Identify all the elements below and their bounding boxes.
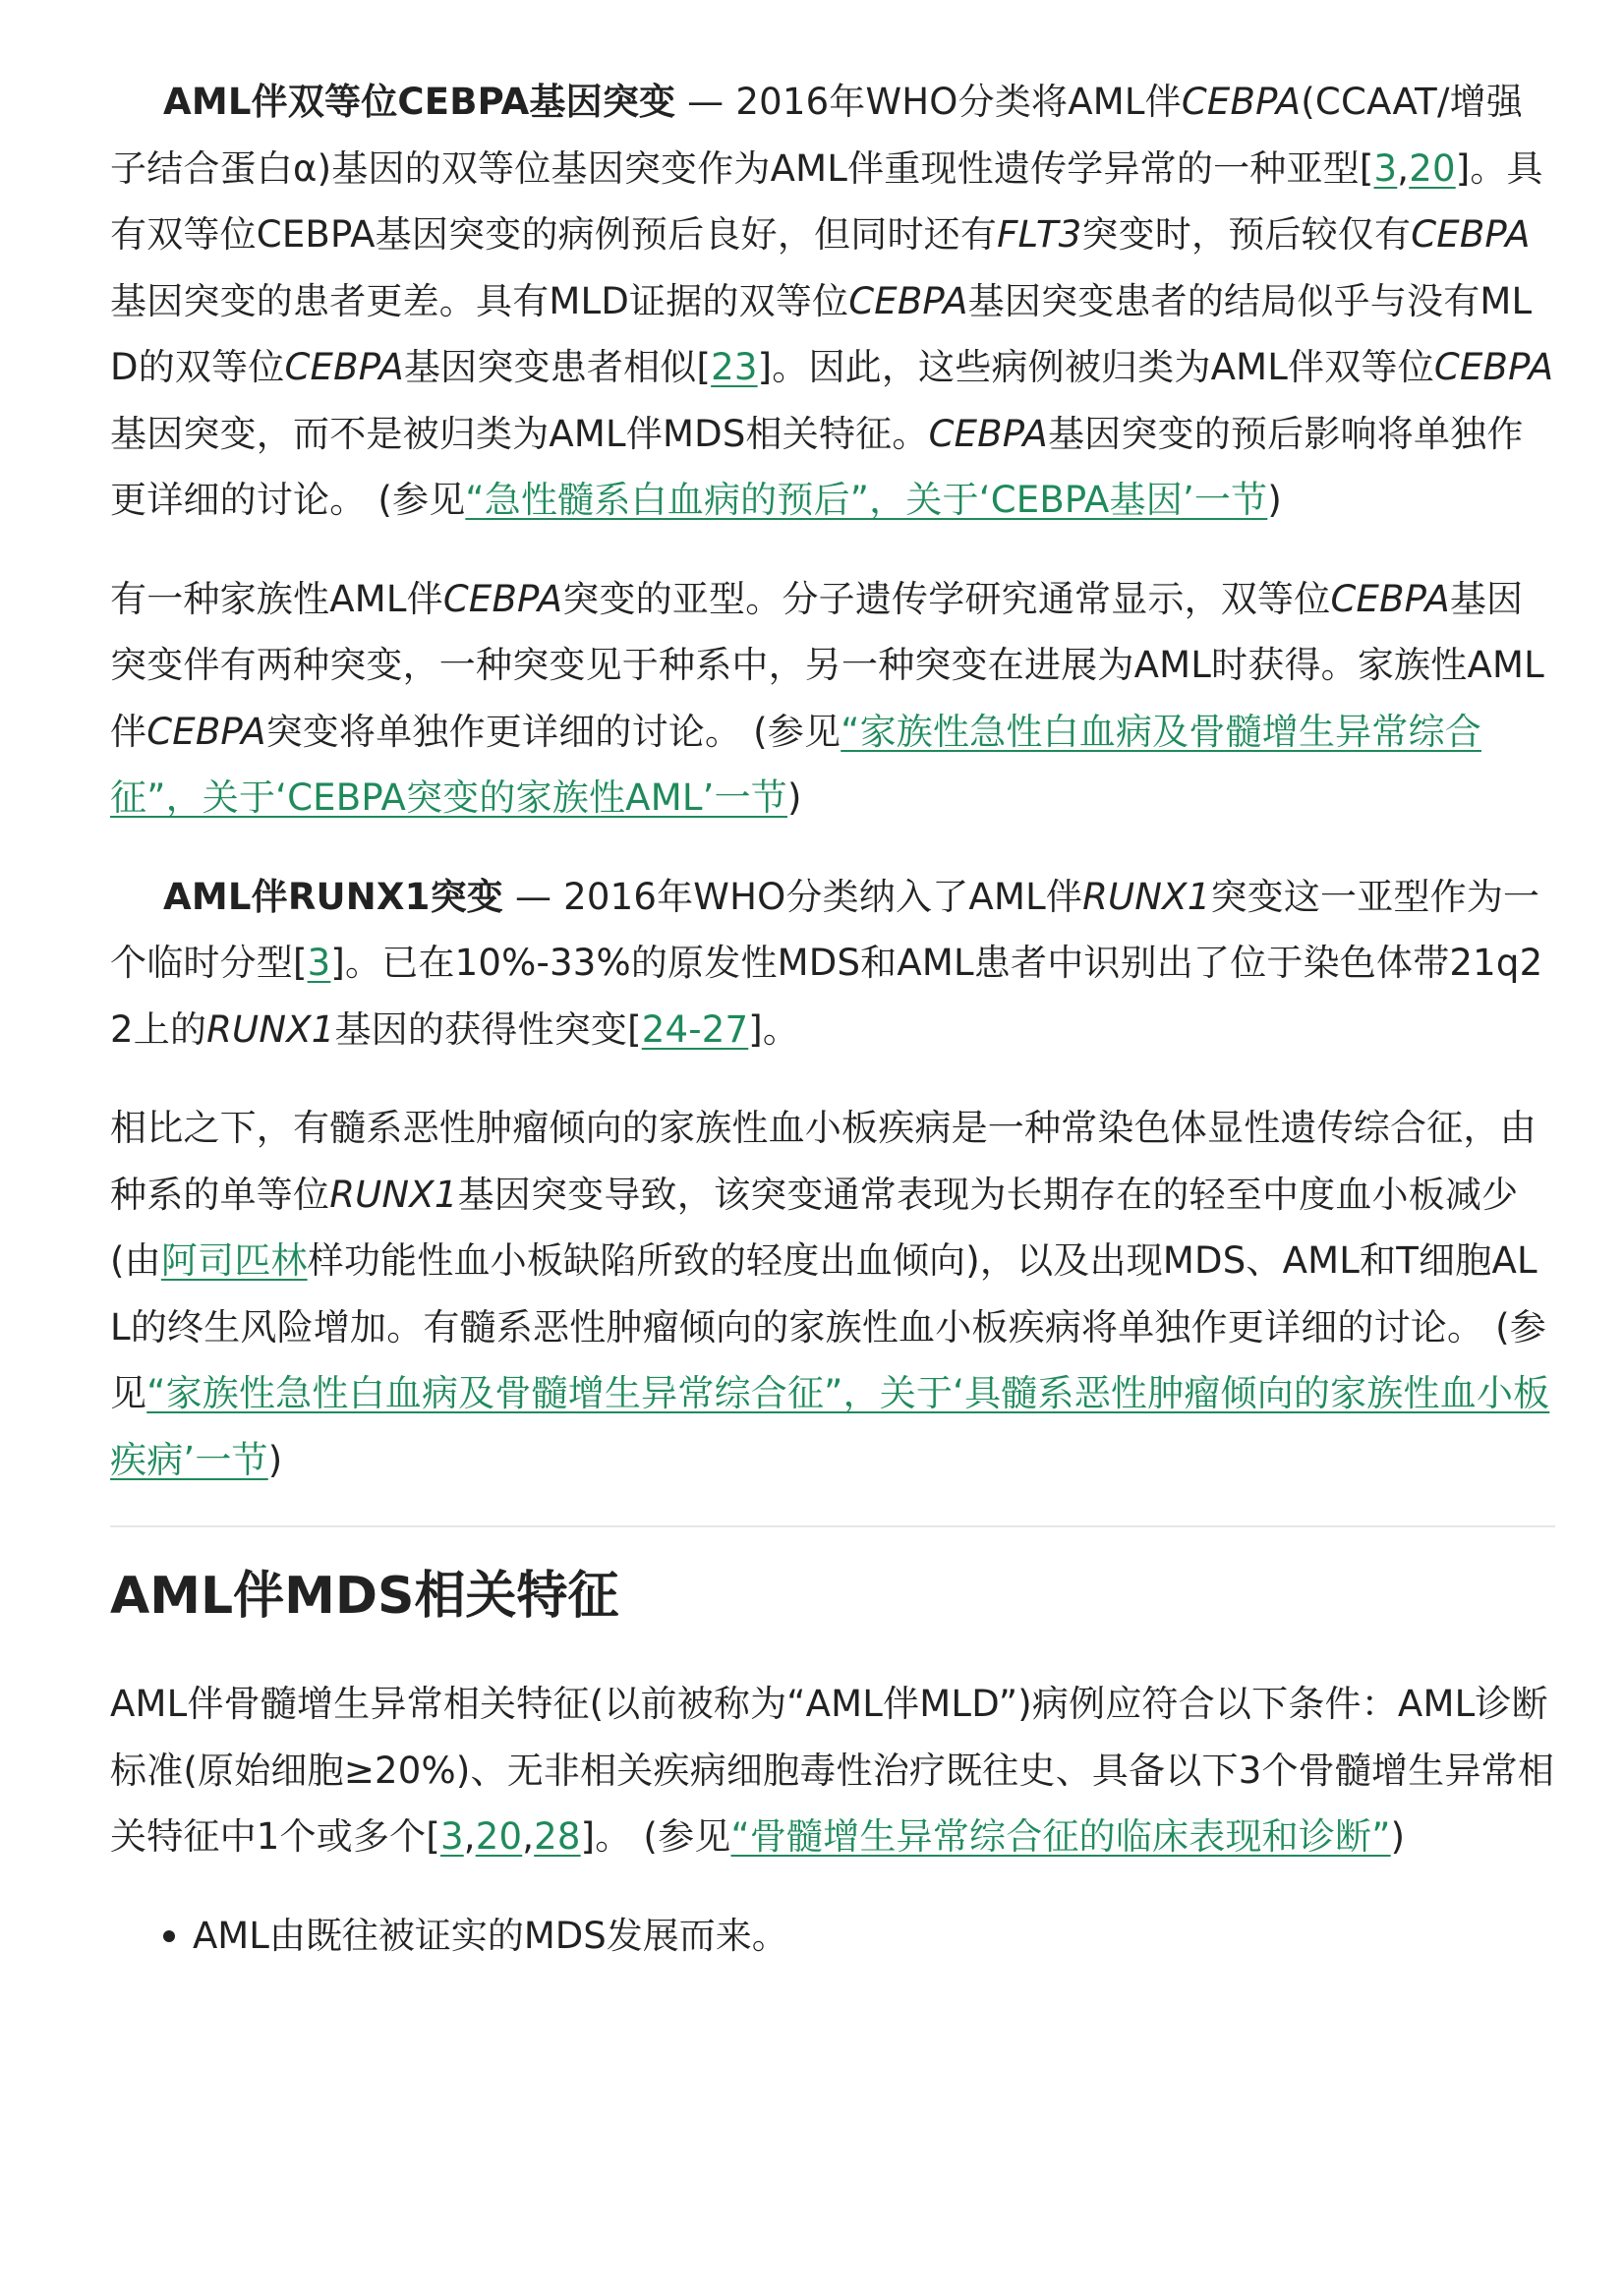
reference-link[interactable]: “家族性急性白血病及骨髓增生异常综合征”，关于‘CEBPA突变的家族性AML’一节 (110, 710, 1481, 819)
gene-name-text: CEBPA (1433, 346, 1554, 388)
body-text: ]。已在10%-33%的原发性MDS和AML患者中识别出了位于染色体带21q22上的 (110, 942, 1543, 1051)
body-text: (CCAAT/增强子结合蛋白α)基因的双等位基因突变作为AML伴重现性遗传学异常的一种亚型[ (110, 81, 1524, 190)
body-text: 基因突变，而不是被归类为AML伴MDS相关特征。 (110, 412, 929, 455)
article-paragraph (110, 1095, 1555, 1493)
reference-link[interactable]: “家族性急性白血病及骨髓增生异常综合征”，关于‘具髓系恶性肿瘤倾向的家族性血小板疾病’一节 (110, 1372, 1550, 1481)
body-text: , (1397, 146, 1410, 190)
gene-name-text: FLT3 (997, 213, 1082, 256)
body-text: — 2016年WHO分类纳入了AML伴 (503, 875, 1083, 918)
body-text: ]。 (参见 (580, 1815, 731, 1858)
gene-name-text: CEBPA (1330, 577, 1450, 620)
body-text: 突变将单独作更详细的讨论。 (参见 (265, 710, 841, 753)
body-text: ]。具有双等位CEBPA基因突变的病例预后良好，但同时还有 (110, 146, 1543, 256)
body-text: 突变时，预后较仅有 (1081, 213, 1412, 256)
body-text: , (522, 1815, 535, 1858)
body-text: ]。 (748, 1007, 800, 1051)
article-paragraph (110, 864, 1555, 1063)
body-text: ) (1390, 1815, 1406, 1858)
body-text: 突变这一亚型作为一个临时分型[ (110, 875, 1540, 984)
reference-link[interactable]: 3 (1373, 146, 1398, 190)
body-text: 基因的获得性突变[ (334, 1007, 642, 1051)
section-title: AML伴MDS相关特征 (110, 1567, 619, 1626)
reference-link[interactable]: 阿司匹林 (160, 1239, 308, 1282)
body-text: ) (267, 1438, 283, 1481)
section-paragraph (110, 1671, 1555, 1870)
reference-link[interactable]: 3 (439, 1815, 464, 1858)
article-body (110, 69, 1555, 1493)
list-item: AML由既往被证实的MDS发展而来。 (163, 1903, 1555, 1970)
gene-name-text: CEBPA (1181, 81, 1302, 123)
gene-name-text: RUNX1 (329, 1173, 458, 1216)
article-paragraph (110, 566, 1555, 832)
reference-link[interactable]: 24-27 (641, 1007, 749, 1051)
body-text: ) (787, 776, 802, 819)
gene-name-text: CEBPA (928, 412, 1048, 455)
gene-name-text: CEBPA (1411, 213, 1531, 256)
body-text: 突变的亚型。分子遗传学研究通常显示，双等位 (562, 577, 1331, 620)
body-text: 有一种家族性AML伴 (110, 577, 443, 620)
body-text: , (463, 1815, 476, 1858)
gene-name-text: CEBPA (848, 279, 968, 322)
reference-link[interactable]: 23 (711, 346, 758, 388)
gene-name-text: CEBPA (284, 346, 404, 388)
reference-link[interactable]: 20 (475, 1815, 523, 1858)
gene-name-text: CEBPA (442, 577, 563, 620)
body-text: 基因突变伴有两种突变，一种突变见于种系中，另一种突变在进展为AML时获得。家族性AML伴 (110, 577, 1544, 753)
body-text: 基因突变的预后影响将单独作更详细的讨论。 (参见 (110, 412, 1524, 521)
gene-name-text: RUNX1 (206, 1007, 335, 1051)
reference-link[interactable]: 3 (307, 942, 331, 984)
body-text: 基因突变患者的结局似乎与没有MLD的双等位 (110, 279, 1533, 388)
body-text: ) (1267, 479, 1282, 521)
gene-name-text: RUNX1 (1082, 875, 1211, 918)
body-text: 基因突变导致，该突变通常表现为长期存在的轻至中度血小板减少(由 (110, 1173, 1519, 1282)
subheading-text: AML伴RUNX1突变 (163, 875, 504, 918)
article-paragraph (110, 69, 1555, 534)
body-text: 相比之下，有髓系恶性肿瘤倾向的家族性血小板疾病是一种常染色体显性遗传综合征，由种系的单等位 (110, 1107, 1537, 1216)
section-divider (110, 1525, 1555, 1527)
body-text: AML伴骨髓增生异常相关特征(以前被称为“AML伴MLD”)病例应符合以下条件：AML诊断标准(原始细胞≥20%)、无非相关疾病细胞毒性治疗既往史、具备以下3个骨髓增生异常相关特征中1个或多个[ (110, 1683, 1555, 1858)
reference-link[interactable]: 28 (534, 1815, 581, 1858)
body-text: 基因突变患者相似[ (403, 346, 712, 388)
body-text: ]。因此，这些病例被归类为AML伴双等位 (757, 346, 1434, 388)
body-text: — 2016年WHO分类将AML伴 (675, 81, 1182, 123)
reference-link[interactable]: “急性髓系白血病的预后”，关于‘CEBPA基因’一节 (465, 479, 1268, 521)
criteria-list (110, 1903, 1555, 1970)
subheading-text: AML伴双等位CEBPA基因突变 (163, 81, 676, 123)
body-text: 样功能性血小板缺陷所致的轻度出血倾向)，以及出现MDS、AML和T细胞ALL的终生风险增加。有髓系恶性肿瘤倾向的家族性血小板疾病将单独作更详细的讨论。 (参见 (110, 1239, 1547, 1414)
reference-link[interactable]: “骨髓增生异常综合征的临床表现和诊断” (730, 1815, 1391, 1858)
reference-link[interactable]: 20 (1409, 146, 1456, 190)
body-text: 基因突变的患者更差。具有MLD证据的双等位 (110, 279, 849, 322)
gene-name-text: CEBPA (146, 710, 266, 753)
